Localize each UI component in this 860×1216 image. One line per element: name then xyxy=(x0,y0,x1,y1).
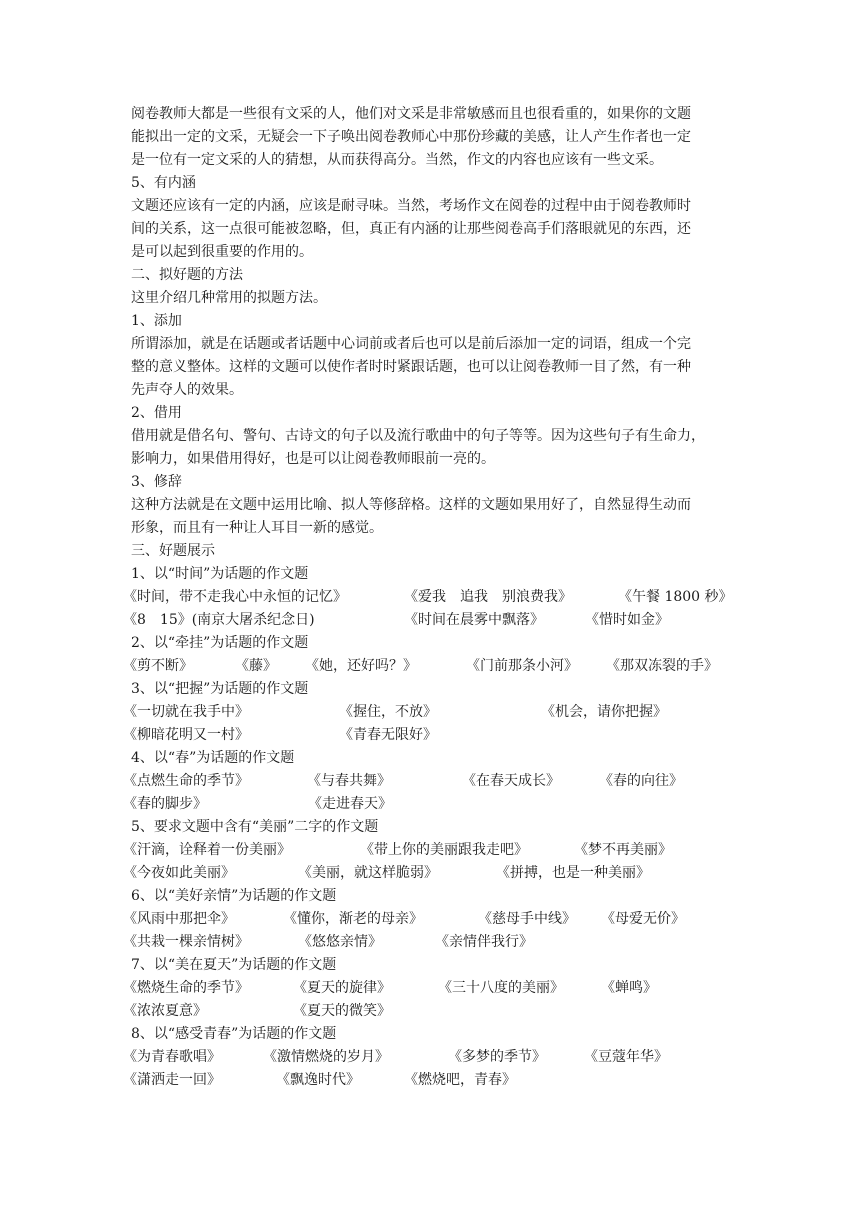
essay-title: 《在春天成长》 xyxy=(462,773,560,789)
essay-title: 《夏天的微笑》 xyxy=(293,1003,391,1019)
paragraph-line: 借用就是借名句、警句、古诗文的句子以及流行歌曲中的句子等等。因为这些句子有生命力， xyxy=(131,428,705,444)
essay-title: 《豆蔻年华》 xyxy=(584,1049,668,1065)
paragraph-line: 整的意义整体。这样的文题可以使作者时时紧跟话题，也可以让阅卷教师一目了然，有一种 xyxy=(131,359,691,375)
essay-title: 《爱我 追我 别浪费我》 xyxy=(404,589,572,605)
essay-title: 《藤》 xyxy=(235,658,277,674)
essay-title: 《点燃生命的季节》 xyxy=(123,773,249,789)
essay-title: 《她，还好吗？》 xyxy=(305,658,417,674)
essay-title: 《春的脚步》 xyxy=(123,796,207,812)
paragraph-line: 间的关系，这一点很可能被忽略，但，真正有内涵的让那些阅卷高手们落眼就见的东西，还 xyxy=(131,221,691,237)
essay-title: 《拼搏，也是一种美丽》 xyxy=(496,865,650,881)
essay-title: 《时间，带不走我心中永恒的记忆》 xyxy=(123,589,347,605)
essay-title: 《门前那条小河》 xyxy=(466,658,578,674)
method-heading: 2、借用 xyxy=(131,405,182,421)
essay-title: 《懂你，渐老的母亲》 xyxy=(283,911,423,927)
essay-title: 《带上你的美丽跟我走吧》 xyxy=(360,842,528,858)
essay-title: 《夏天的旋律》 xyxy=(293,980,391,996)
essay-title: 《浓浓夏意》 xyxy=(123,1003,207,1019)
essay-title: 《8 15》(南京大屠杀纪念日) xyxy=(123,612,315,628)
essay-title: 《惜时如金》 xyxy=(585,612,669,628)
group-heading: 1、以“时间”为话题的作文题 xyxy=(131,566,309,582)
essay-title: 《那双冻裂的手》 xyxy=(606,658,718,674)
essay-title: 《走进春天》 xyxy=(308,796,392,812)
essay-title: 《潇洒走一回》 xyxy=(123,1072,221,1088)
essay-title: 《为青春歌唱》 xyxy=(123,1049,221,1065)
group-heading: 6、以“美好亲情”为话题的作文题 xyxy=(131,888,337,904)
section-heading: 5、有内涵 xyxy=(131,175,196,191)
essay-title: 《青春无限好》 xyxy=(339,727,437,743)
essay-title: 《三十八度的美丽》 xyxy=(438,980,564,996)
essay-title: 《共栽一棵亲情树》 xyxy=(123,934,249,950)
essay-title: 《午餐 1800 秒》 xyxy=(618,589,733,605)
paragraph-line: 文题还应该有一定的内涵，应该是耐寻味。当然，考场作文在阅卷的过程中由于阅卷教师时 xyxy=(131,198,691,214)
essay-title: 《燃烧生命的季节》 xyxy=(123,980,249,996)
essay-title: 《激情燃烧的岁月》 xyxy=(263,1049,389,1065)
method-heading: 1、添加 xyxy=(131,313,182,329)
essay-title: 《风雨中那把伞》 xyxy=(123,911,235,927)
essay-title: 《慈母手中线》 xyxy=(478,911,576,927)
essay-title: 《多梦的季节》 xyxy=(448,1049,546,1065)
part-heading: 三、好题展示 xyxy=(131,543,215,559)
essay-title: 《春的向往》 xyxy=(599,773,683,789)
paragraph-line: 能拟出一定的文采，无疑会一下子唤出阅卷教师心中那份珍藏的美感，让人产生作者也一定 xyxy=(131,129,691,145)
essay-title: 《一切就在我手中》 xyxy=(123,704,249,720)
essay-title: 《梦不再美丽》 xyxy=(574,842,672,858)
essay-title: 《与春共舞》 xyxy=(307,773,391,789)
group-heading: 3、以“把握”为话题的作文题 xyxy=(131,681,309,697)
essay-title: 《握住，不放》 xyxy=(339,704,437,720)
essay-title: 《燃烧吧，青春》 xyxy=(404,1072,516,1088)
essay-title: 《汗滴，诠释着一份美丽》 xyxy=(123,842,291,858)
essay-title: 《剪不断》 xyxy=(123,658,193,674)
essay-title: 《亲情伴我行》 xyxy=(435,934,533,950)
paragraph-line: 先声夺人的效果。 xyxy=(131,382,243,398)
group-heading: 4、以“春”为话题的作文题 xyxy=(131,750,295,766)
paragraph-line: 阅卷教师大都是一些很有文采的人，他们对文采是非常敏感而且也很看重的，如果你的文题 xyxy=(131,106,691,122)
paragraph-line: 是可以起到很重要的作用的。 xyxy=(131,244,313,260)
essay-title: 《飘逸时代》 xyxy=(276,1072,360,1088)
paragraph-line: 是一位有一定文采的人的猜想，从而获得高分。当然，作文的内容也应该有一些文采。 xyxy=(131,152,663,168)
method-heading: 3、修辞 xyxy=(131,474,182,490)
part-heading: 二、拟好题的方法 xyxy=(131,267,243,283)
group-heading: 5、要求文题中含有“美丽”二字的作文题 xyxy=(131,819,379,835)
paragraph-line: 这种方法就是在文题中运用比喻、拟人等修辞格。这样的文题如果用好了，自然显得生动而 xyxy=(131,497,691,513)
group-heading: 2、以“牵挂”为话题的作文题 xyxy=(131,635,309,651)
paragraph-line: 这里介绍几种常用的拟题方法。 xyxy=(131,290,327,306)
essay-title: 《机会，请你把握》 xyxy=(541,704,667,720)
essay-title: 《母爱无价》 xyxy=(601,911,685,927)
essay-title: 《蝉鸣》 xyxy=(601,980,657,996)
paragraph-line: 形象，而且有一种让人耳目一新的感觉。 xyxy=(131,520,383,536)
essay-title: 《美丽，就这样脆弱》 xyxy=(298,865,438,881)
essay-title: 《今夜如此美丽》 xyxy=(123,865,235,881)
paragraph-line: 影响力，如果借用得好，也是可以让阅卷教师眼前一亮的。 xyxy=(131,451,495,467)
essay-title: 《柳暗花明又一村》 xyxy=(123,727,249,743)
essay-title: 《悠悠亲情》 xyxy=(298,934,382,950)
group-heading: 8、以“感受青春”为话题的作文题 xyxy=(131,1026,337,1042)
paragraph-line: 所谓添加，就是在话题或者话题中心词前或者后也可以是前后添加一定的词语，组成一个完 xyxy=(131,336,691,352)
essay-title: 《时间在晨雾中飘落》 xyxy=(404,612,544,628)
group-heading: 7、以“美在夏天”为话题的作文题 xyxy=(131,957,337,973)
